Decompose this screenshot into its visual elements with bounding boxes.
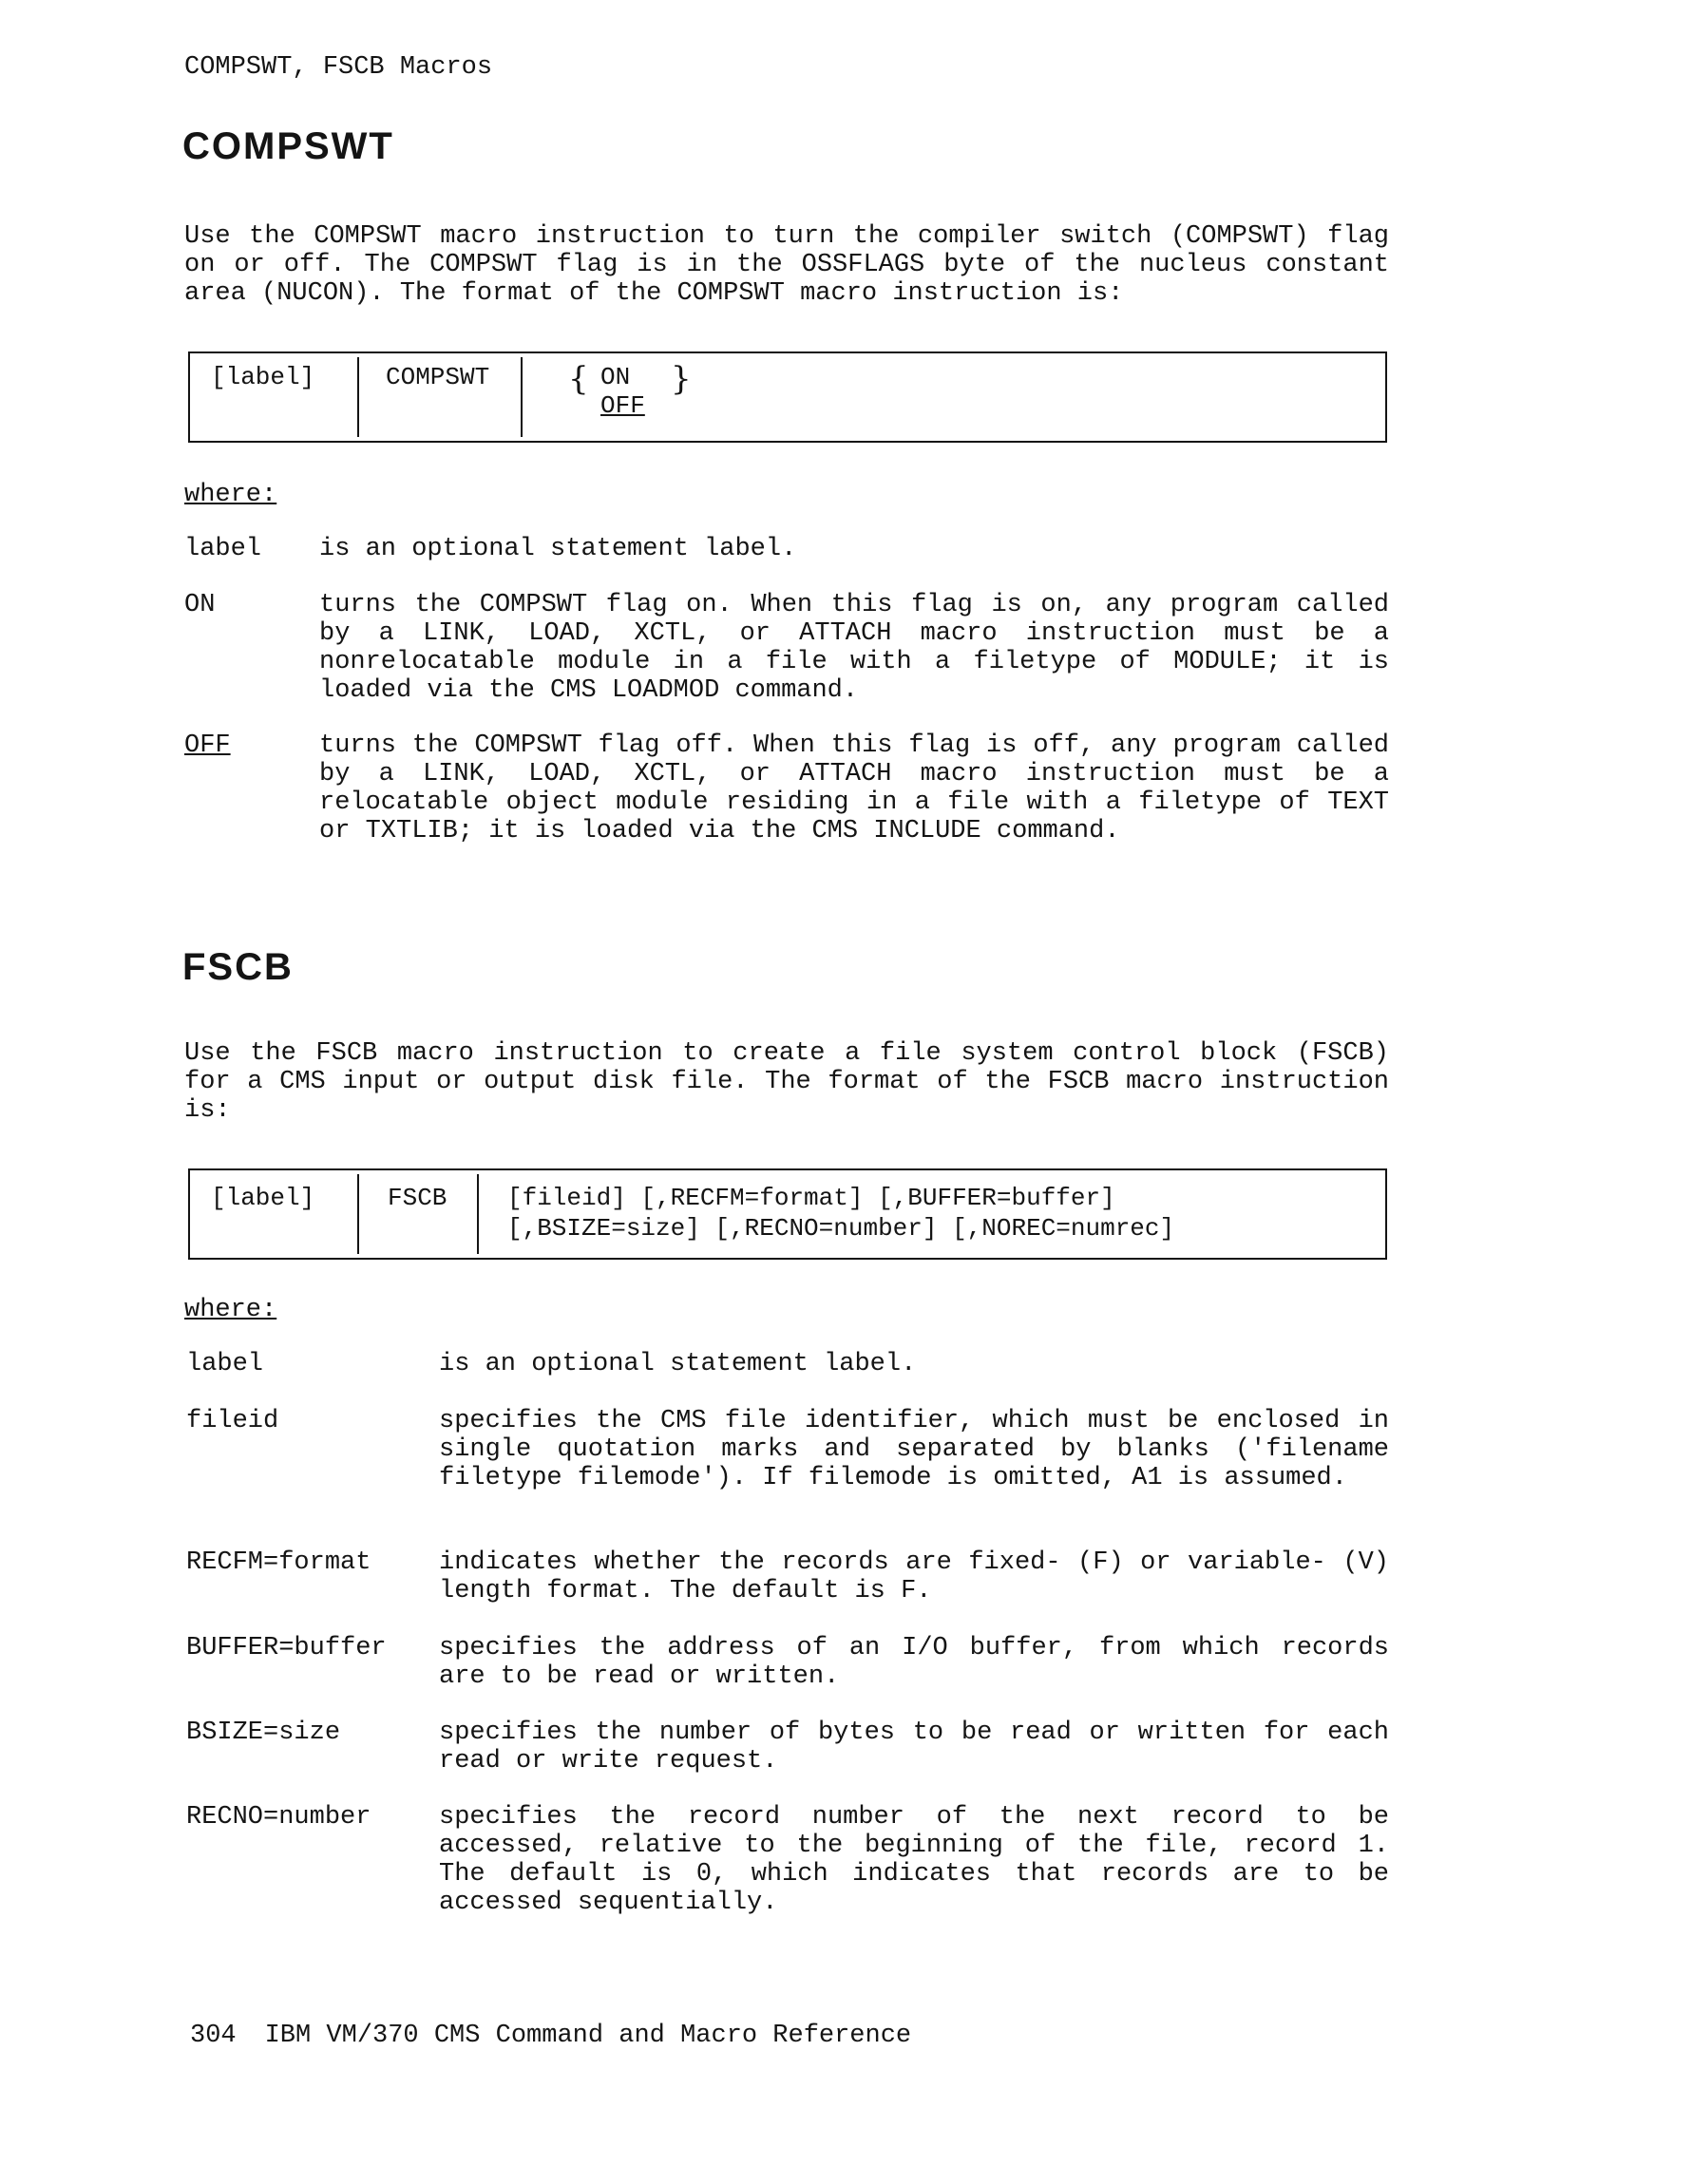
fscb-param-term: BSIZE=size bbox=[186, 1719, 341, 1747]
syntax-separator bbox=[521, 357, 523, 437]
running-head: COMPSWT, FSCB Macros bbox=[184, 53, 493, 82]
syntax-separator bbox=[357, 357, 359, 437]
fscb-param-desc: specifies the address of an I/O buffer, from which records are to be read or written. bbox=[439, 1634, 1389, 1691]
compswt-syntax-box bbox=[188, 351, 1387, 443]
compswt-param-desc: turns the COMPSWT flag off. When this flag is off, any program called by a LINK, LOAD, XCTL, or ATTACH macro instruction must be a relocatable object module residing in a file with a filetype of TEXT or TXTLIB; it is loaded via the CMS INCLUDE command. bbox=[319, 731, 1389, 845]
fscb-param-term: RECNO=number bbox=[186, 1803, 371, 1832]
compswt-heading: COMPSWT bbox=[182, 125, 394, 167]
fscb-param-desc: specifies the number of bytes to be read or written for each read or write request. bbox=[439, 1719, 1389, 1776]
fscb-param-term: fileid bbox=[186, 1407, 279, 1435]
fscb-heading: FSCB bbox=[182, 946, 294, 988]
compswt-intro: Use the COMPSWT macro instruction to turn the compiler switch (COMPSWT) flag on or off. The COMPSWT flag is in the OSSFLAGS byte of the nucleus constant area (NUCON). The format of the COMPSWT macro instruction is: bbox=[184, 222, 1389, 308]
fscb-param-term: BUFFER=buffer bbox=[186, 1634, 387, 1662]
compswt-option-off: OFF bbox=[600, 391, 645, 420]
compswt-option-on: ON bbox=[600, 363, 631, 391]
fscb-where: where: bbox=[184, 1296, 277, 1324]
page-footer bbox=[190, 2022, 911, 2050]
fscb-syntax-label: [label] bbox=[211, 1184, 315, 1212]
compswt-syntax-label: [label] bbox=[211, 363, 315, 391]
fscb-param-term: RECFM=format bbox=[186, 1548, 371, 1577]
fscb-param-term: label bbox=[186, 1350, 264, 1378]
left-brace-icon: { bbox=[568, 360, 589, 398]
compswt-param-term: label bbox=[184, 535, 262, 563]
fscb-intro: Use the FSCB macro instruction to create a file system control block (FSCB) for a CMS input or output disk file. The format of the FSCB macro instruction is: bbox=[184, 1039, 1389, 1125]
fscb-syntax-box bbox=[188, 1168, 1387, 1260]
compswt-where: where: bbox=[184, 481, 277, 509]
compswt-syntax-op: COMPSWT bbox=[386, 363, 490, 391]
fscb-param-desc: is an optional statement label. bbox=[439, 1350, 917, 1378]
compswt-param-desc: is an optional statement label. bbox=[319, 535, 797, 563]
fscb-param-desc: specifies the CMS file identifier, which must be enclosed in single quotation marks and separated by blanks ('filename filetype filemode'). If filemode is omitted, A1 is assumed. bbox=[439, 1407, 1389, 1492]
page-number: 304 bbox=[190, 2022, 237, 2050]
fscb-param-desc: specifies the record number of the next record to be accessed, relative to the beginning of the file, record 1. The default is 0, which indicates that records are to be accessed sequentially. bbox=[439, 1803, 1389, 1917]
fscb-syntax-line1: [fileid] [,RECFM=format] [,BUFFER=buffer] bbox=[507, 1184, 1115, 1212]
fscb-param-desc: indicates whether the records are fixed- (F) or variable- (V) length format. The default is F. bbox=[439, 1548, 1389, 1605]
fscb-syntax-line2: [,BSIZE=size] [,RECNO=number] [,NOREC=numrec] bbox=[507, 1214, 1175, 1243]
compswt-param-desc: turns the COMPSWT flag on. When this flag is on, any program called by a LINK, LOAD, XCTL, or ATTACH macro instruction must be a nonrelocatable module in a file with a filetype of MODULE; it is loaded via the CMS LOADMOD command. bbox=[319, 591, 1389, 705]
compswt-param-term: OFF bbox=[184, 731, 231, 760]
footer-title: IBM VM/370 CMS Command and Macro Reference bbox=[264, 2022, 912, 2050]
syntax-separator bbox=[357, 1174, 359, 1254]
right-brace-icon: } bbox=[671, 360, 692, 398]
syntax-separator bbox=[477, 1174, 479, 1254]
compswt-param-term: ON bbox=[184, 591, 216, 619]
fscb-syntax-op: FSCB bbox=[388, 1184, 447, 1212]
